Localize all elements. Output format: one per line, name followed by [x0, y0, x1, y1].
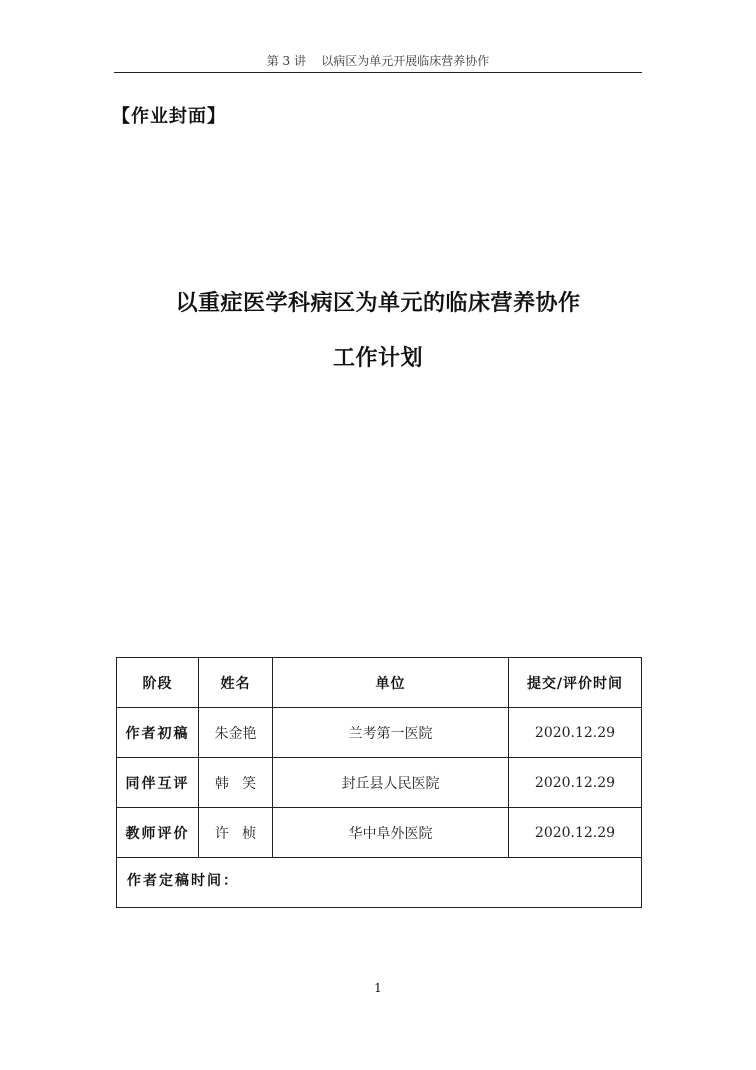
date-cell: 2020.12.29: [509, 808, 642, 858]
column-header-unit: 单位: [273, 658, 509, 708]
date-cell: 2020.12.29: [509, 758, 642, 808]
unit-cell: 兰考第一医院: [273, 708, 509, 758]
column-header-stage: 阶段: [117, 658, 199, 708]
cover-label: 【作业封面】: [112, 106, 226, 127]
stage-cell: 作者初稿: [117, 708, 199, 758]
name-cell: 朱金艳: [199, 708, 273, 758]
column-header-name: 姓名: [199, 658, 273, 708]
stage-cell: 同伴互评: [117, 758, 199, 808]
header-divider: [114, 72, 642, 73]
document-subtitle: 工作计划: [332, 346, 423, 371]
page-number: 1: [374, 981, 382, 995]
running-header: 第 3 讲 以病区为单元开展临床营养协作: [266, 54, 490, 68]
name-cell: 韩 笑: [199, 758, 273, 808]
name-cell: 许 桢: [199, 808, 273, 858]
unit-cell: 华中阜外医院: [273, 808, 509, 858]
unit-cell: 封丘县人民医院: [273, 758, 509, 808]
final-draft-time-label: 作者定稿时间：: [117, 858, 642, 908]
table-row: [117, 808, 642, 858]
table-header-row: [117, 658, 642, 708]
table-row: [117, 758, 642, 808]
final-draft-row: [117, 858, 642, 908]
date-cell: 2020.12.29: [509, 708, 642, 758]
submission-table: [116, 657, 642, 908]
column-header-time: 提交/评价时间: [509, 658, 642, 708]
document-title: 以重症医学科病区为单元的临床营养协作: [175, 291, 581, 316]
stage-cell: 教师评价: [117, 808, 199, 858]
table-row: [117, 708, 642, 758]
